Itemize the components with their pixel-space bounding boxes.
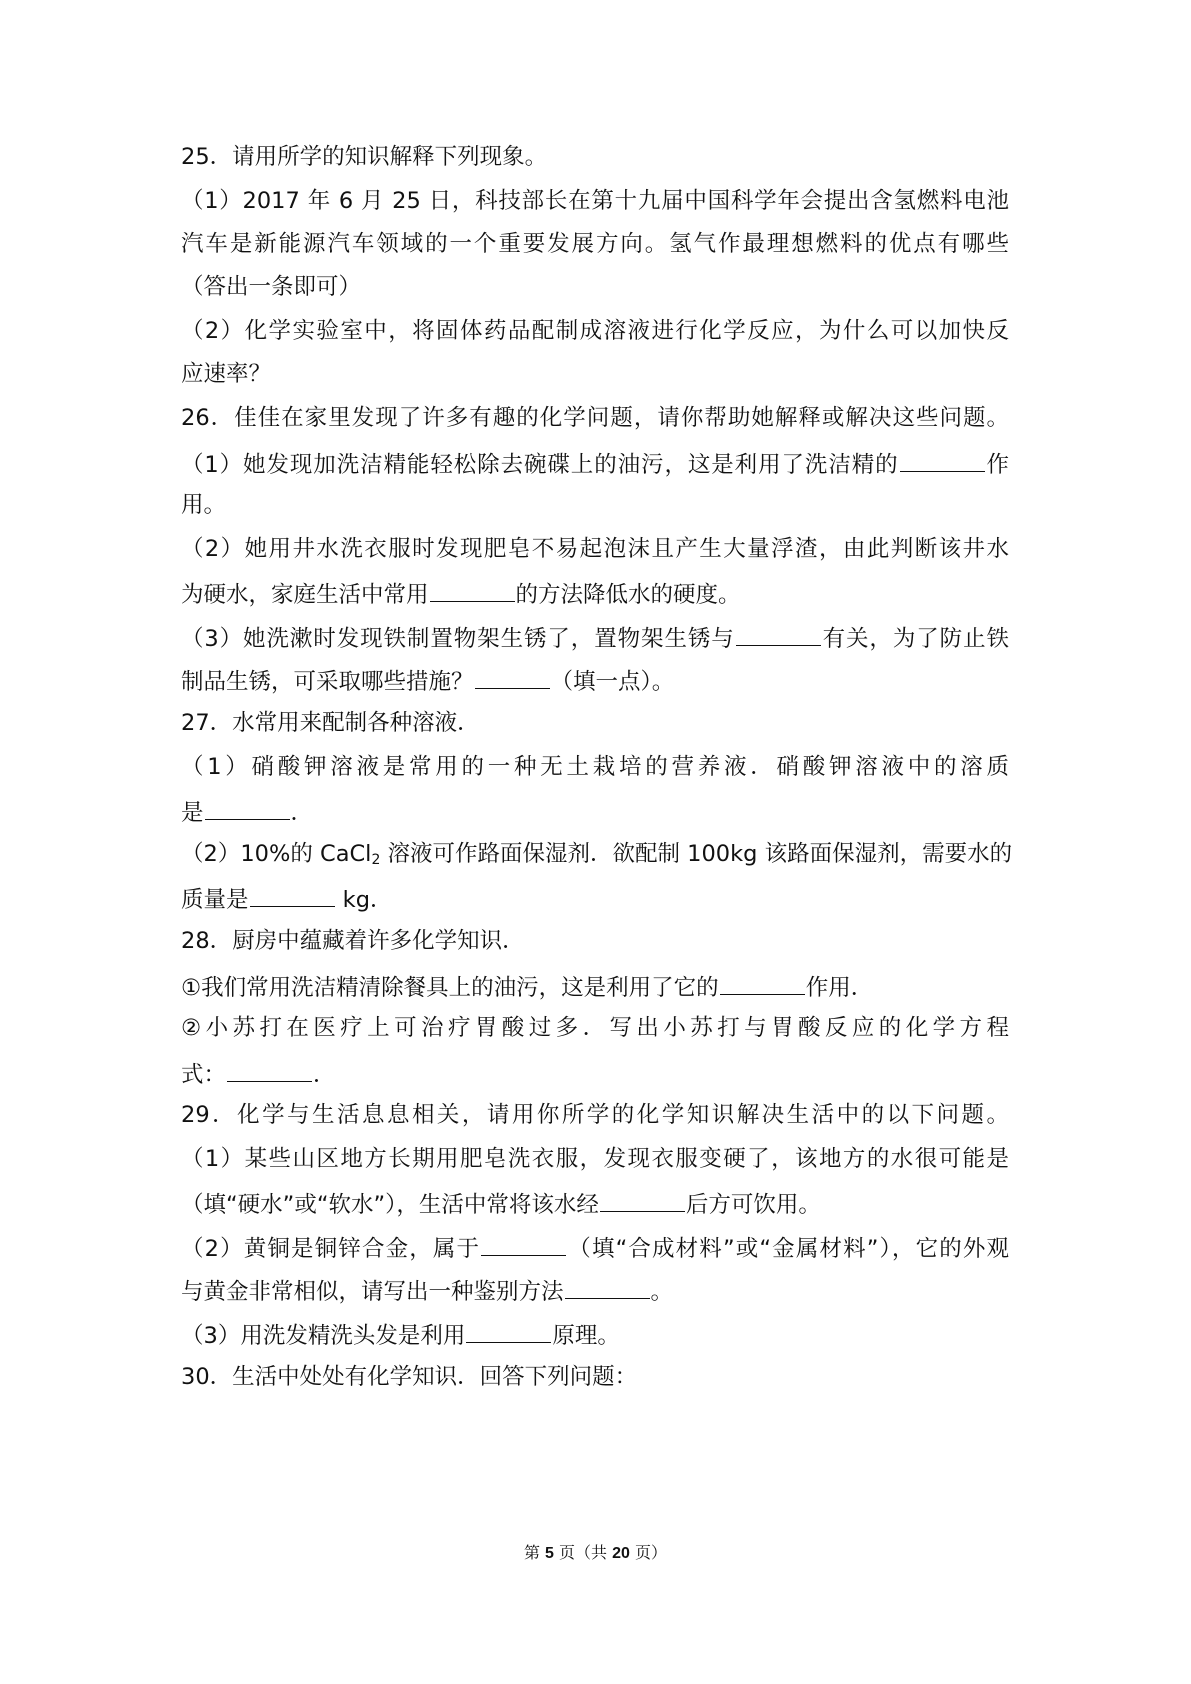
q25-part1-line2: 汽车是新能源汽车领域的一个重要发展方向。氢气作最理想燃料的优点有哪些	[181, 231, 1009, 257]
q28-p1-text-b: 作用．	[805, 975, 874, 1001]
q29-p2-text-b: （填“合成材料”或“金属材料”），它的外观	[567, 1236, 1009, 1262]
answer-blank[interactable]	[466, 1318, 551, 1343]
answer-blank[interactable]	[736, 621, 821, 646]
q27-part1-line2	[181, 795, 313, 828]
answer-blank[interactable]	[565, 1274, 650, 1299]
page-total: 20	[612, 1545, 630, 1562]
q26-part1-line2: 用。	[181, 492, 227, 518]
answer-blank[interactable]	[227, 1057, 312, 1082]
answer-blank[interactable]	[430, 577, 515, 602]
answer-blank[interactable]	[205, 795, 290, 820]
footer-text-mid: 页（共	[553, 1543, 613, 1562]
q28-part2-line1: ②小苏打在医疗上可治疗胃酸过多．写出小苏打与胃酸反应的化学方程	[181, 1015, 1009, 1041]
footer-text-post: 页）	[629, 1543, 668, 1562]
answer-blank[interactable]	[720, 970, 805, 995]
q26-p2-text-a: 为硬水，家庭生活中常用	[181, 582, 429, 608]
q27-p2-text-d: kg．	[335, 887, 393, 913]
q26-p3-text-b: 有关，为了防止铁	[821, 626, 1009, 652]
q28-part2-line2	[181, 1057, 336, 1090]
q27-p1-text-b: ．	[290, 800, 314, 826]
subscript: 2	[371, 852, 381, 868]
q29-p2-text-a: （2）黄铜是铜锌合金，属于	[181, 1236, 481, 1262]
q26-p3-text-c: 制品生锈，可采取哪些措施？	[181, 669, 474, 695]
q26-part2-line2	[181, 577, 741, 610]
answer-blank[interactable]	[250, 882, 335, 907]
q25-part2-line2: 应速率？	[181, 361, 272, 387]
q25-part2-line1: （2）化学实验室中，将固体药品配制成溶液进行化学反应，为什么可以加快反	[181, 318, 1009, 344]
q29-part1-line1: （1）某些山区地方长期用肥皂洗衣服，发现衣服变硬了，该地方的水很可能是	[181, 1146, 1009, 1172]
q25-part1-line1: （1）2017 年 6 月 25 日，科技部长在第十九届中国科学年会提出含氢燃料电池	[181, 188, 1009, 214]
q30-title: 30．生活中处处有化学知识．回答下列问题：	[181, 1364, 638, 1390]
q27-title: 27．水常用来配制各种溶液．	[181, 710, 480, 736]
q26-part3-line2	[181, 664, 674, 697]
q25-part1-line3: （答出一条即可）	[181, 274, 362, 300]
q28-p2-text-b: ．	[313, 1062, 336, 1088]
q29-p1-text-b: 后方可饮用。	[685, 1192, 821, 1218]
q28-part1	[181, 970, 873, 1003]
q27-p1-text-a: 是	[181, 800, 204, 826]
q26-p1-text-a: （1）她发现加洗洁精能轻松除去碗碟上的油污，这是利用了洗洁精的	[181, 452, 899, 478]
q26-part3-line1	[181, 621, 1009, 654]
q26-part1-line1	[181, 447, 1009, 480]
answer-blank[interactable]	[481, 1231, 566, 1256]
q27-part1-line1: （1）硝酸钾溶液是常用的一种无土栽培的营养液．硝酸钾溶液中的溶质	[181, 754, 1009, 780]
q29-p3-text-b: 原理。	[552, 1323, 620, 1349]
page-footer	[0, 1542, 1191, 1565]
q26-p1-text-b: 作	[985, 452, 1009, 478]
q27-p2-text-a: （2）10%的 CaCl	[181, 841, 372, 867]
q27-part2-line2	[181, 882, 392, 915]
q28-p2-text-a: 式：	[181, 1062, 227, 1088]
answer-blank[interactable]	[900, 447, 985, 472]
q27-p2-text-c: 质量是	[181, 887, 249, 913]
page-number: 5	[545, 1545, 554, 1562]
q29-title: 29．化学与生活息息相关，请用你所学的化学知识解决生活中的以下问题。	[181, 1102, 1009, 1128]
q26-part2-line1: （2）她用井水洗衣服时发现肥皂不易起泡沫且产生大量浮渣，由此判断该井水	[181, 536, 1009, 562]
q29-p2-text-c: 与黄金非常相似，请写出一种鉴别方法	[181, 1279, 564, 1305]
q26-p2-text-b: 的方法降低水的硬度。	[515, 582, 741, 608]
q29-part3	[181, 1318, 620, 1351]
q29-part1-line2	[181, 1187, 821, 1220]
q29-p3-text-a: （3）用洗发精洗头发是利用	[181, 1323, 466, 1349]
q27-part2-line1	[181, 839, 1013, 875]
answer-blank[interactable]	[600, 1187, 685, 1212]
q28-p1-text-a: ①我们常用洗洁精清除餐具上的油污，这是利用了它的	[181, 975, 719, 1001]
q27-p2-text-b: 溶液可作路面保湿剂．欲配制 100kg 该路面保湿剂，需要水的	[380, 841, 1013, 867]
footer-text-pre: 第	[523, 1543, 546, 1562]
q26-p3-text-d: （填一点）。	[550, 669, 675, 695]
q28-title: 28．厨房中蕴藏着许多化学知识．	[181, 928, 525, 954]
q29-p1-text-a: （填“硬水”或“软水”），生活中常将该水经	[181, 1192, 599, 1218]
q29-part2-line1	[181, 1231, 1009, 1264]
answer-blank[interactable]	[475, 664, 550, 689]
q26-p3-text-a: （3）她洗漱时发现铁制置物架生锈了，置物架生锈与	[181, 626, 735, 652]
q29-p2-text-d: 。	[650, 1279, 674, 1305]
q25-title: 25．请用所学的知识解释下列现象。	[181, 144, 548, 170]
q26-title: 26．佳佳在家里发现了许多有趣的化学问题，请你帮助她解释或解决这些问题。	[181, 405, 1009, 431]
q29-part2-line2	[181, 1274, 673, 1307]
